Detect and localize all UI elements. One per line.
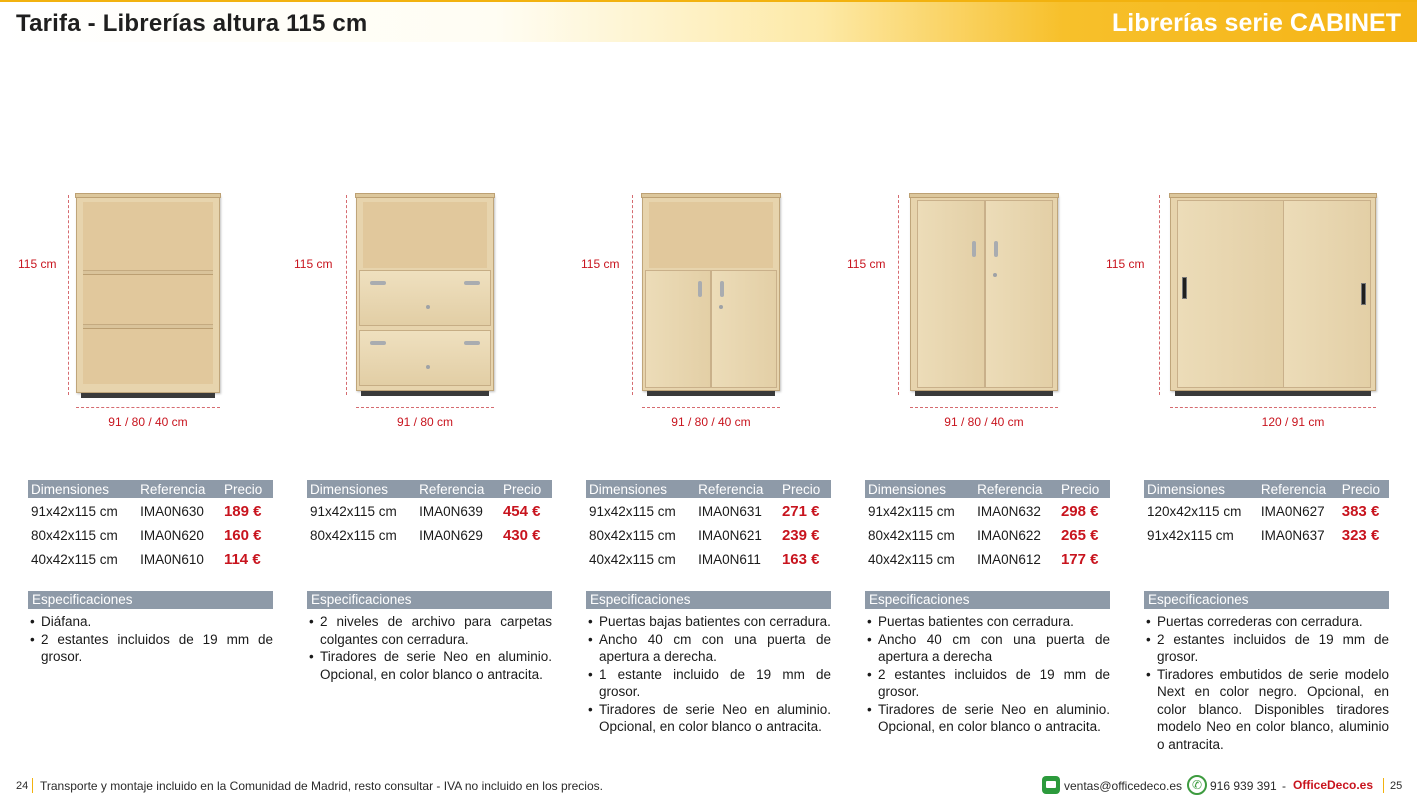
footer-divider — [1383, 778, 1384, 793]
height-dimension-line — [1159, 195, 1160, 395]
product-column-2 — [280, 0, 560, 760]
price: 114 € — [223, 550, 261, 568]
column-header: Referencia — [974, 480, 1058, 498]
footer-divider — [32, 778, 33, 793]
spec-item: • Puertas bajas batientes con cerradura. — [586, 613, 831, 631]
product-illustration — [280, 185, 560, 435]
height-dimension-line — [898, 195, 899, 395]
width-dimension: 91 / 80 / 40 cm — [108, 415, 188, 429]
width-dimension-line — [76, 407, 220, 408]
specs-heading: Especificaciones — [307, 591, 552, 609]
product-illustration — [560, 185, 840, 435]
column-header: Dimensiones — [307, 480, 416, 498]
price-table — [865, 480, 1110, 570]
table-row: 120x42x115 cm IMA0N627 383 € — [1144, 498, 1389, 522]
spec-item: • Diáfana. — [28, 613, 273, 631]
price-table — [586, 480, 831, 570]
height-dimension-line — [346, 195, 347, 395]
page-title: Tarifa - Librerías altura 115 cm — [16, 10, 368, 37]
spec-item: • Tiradores de serie Neo en aluminio. Opcional, en color blanco o antracita. — [307, 648, 552, 683]
price-table — [1144, 480, 1389, 546]
column-header: Referencia — [695, 480, 779, 498]
width-dimension-line — [642, 407, 780, 408]
column-header: Referencia — [416, 480, 500, 498]
phone-icon: ✆ — [1187, 775, 1207, 795]
width-dimension: 120 / 91 cm — [1261, 415, 1325, 429]
width-dimension-line — [356, 407, 494, 408]
price: 383 € — [1341, 502, 1380, 520]
brand-link[interactable]: OfficeDeco.es — [1293, 778, 1374, 792]
table-row: 91x42x115 cm IMA0N631 271 € — [586, 498, 831, 522]
table-row: 80x42x115 cm IMA0N629 430 € — [307, 522, 552, 546]
column-header: Precio — [779, 480, 831, 498]
product-column-4 — [840, 0, 1120, 760]
height-dimension-line — [632, 195, 633, 395]
spec-item: • 1 estante incluido de 19 mm de grosor. — [586, 666, 831, 701]
specs-heading: Especificaciones — [865, 591, 1110, 609]
column-header: Precio — [1339, 480, 1389, 498]
height-dimension: 115 cm — [847, 257, 886, 271]
product-illustration — [0, 185, 280, 435]
table-row: 91x42x115 cm IMA0N639 454 € — [307, 498, 552, 522]
page-footer — [0, 772, 1417, 800]
column-header: Dimensiones — [1144, 480, 1258, 498]
price: 454 € — [502, 502, 541, 520]
column-header: Precio — [1058, 480, 1110, 498]
specs-heading: Especificaciones — [1144, 591, 1389, 609]
spec-item: • Puertas correderas con cerradura. — [1144, 613, 1389, 631]
width-dimension-line — [1170, 407, 1376, 408]
specs-list — [1144, 613, 1389, 753]
height-dimension: 115 cm — [1106, 257, 1145, 271]
width-dimension-line — [910, 407, 1058, 408]
spec-item: • Tiradores de serie Neo en aluminio. Opcional, en color blanco o antracita. — [865, 701, 1110, 736]
column-header: Dimensiones — [28, 480, 137, 498]
product-column-1 — [0, 0, 280, 760]
height-dimension-line — [68, 195, 69, 395]
spec-item: • 2 estantes incluidos de 19 mm de grosor. — [1144, 631, 1389, 666]
price: 177 € — [1060, 550, 1099, 568]
product-column-3 — [560, 0, 840, 760]
filing-cabinet-image — [356, 195, 494, 391]
phone-number[interactable]: 916 939 391 — [1210, 779, 1277, 793]
low-door-cabinet-image — [642, 195, 780, 391]
specs-heading: Especificaciones — [28, 591, 273, 609]
email-icon — [1042, 776, 1060, 794]
footer-dash: - — [1282, 779, 1286, 793]
height-dimension: 115 cm — [294, 257, 333, 271]
column-header: Referencia — [1258, 480, 1339, 498]
spec-item: • Ancho 40 cm con una puerta de apertura a derecha — [865, 631, 1110, 666]
column-header: Referencia — [137, 480, 221, 498]
column-header: Precio — [500, 480, 552, 498]
price: 430 € — [502, 526, 541, 544]
column-header: Dimensiones — [865, 480, 974, 498]
price: 323 € — [1341, 526, 1380, 544]
product-illustration — [1106, 185, 1417, 435]
specs-list — [28, 613, 273, 666]
specs-list — [307, 613, 552, 683]
table-row: 91x42x115 cm IMA0N637 323 € — [1144, 522, 1389, 546]
spec-item: • 2 estantes incluidos de 19 mm de grosor. — [28, 631, 273, 666]
price: 160 € — [223, 526, 262, 544]
specs-heading: Especificaciones — [586, 591, 831, 609]
height-dimension: 115 cm — [18, 257, 57, 271]
series-title: Librerías serie CABINET — [1112, 9, 1401, 37]
specs-list — [865, 613, 1110, 736]
price-table — [28, 480, 273, 570]
page-number-right: 25 — [1390, 780, 1403, 792]
price: 298 € — [1060, 502, 1099, 520]
email-link[interactable]: ventas@officedeco.es — [1064, 779, 1183, 793]
specs-list — [586, 613, 831, 736]
width-dimension: 91 / 80 / 40 cm — [671, 415, 751, 429]
column-header: Precio — [221, 480, 273, 498]
table-row: 80x42x115 cm IMA0N621 239 € — [586, 522, 831, 546]
column-header: Dimensiones — [586, 480, 695, 498]
table-row: 40x42x115 cm IMA0N612 177 € — [865, 546, 1110, 570]
sliding-door-cabinet-image — [1170, 195, 1376, 391]
page-number-left: 24 — [16, 780, 29, 792]
price: 271 € — [781, 502, 820, 520]
width-dimension: 91 / 80 cm — [396, 415, 454, 429]
price: 265 € — [1060, 526, 1099, 544]
spec-item: • 2 estantes incluidos de 19 mm de grosor. — [865, 666, 1110, 701]
table-row: 40x42x115 cm IMA0N611 163 € — [586, 546, 831, 570]
footer-note: Transporte y montaje incluido en la Comunidad de Madrid, resto consultar - IVA no incluido en los precios. — [40, 779, 603, 793]
spec-item: • Tiradores embutidos de serie modelo Next en color negro. Opcional, en color blanco. Disponibles tiradores modelo Neo en color blanco, aluminio o antracita. — [1144, 666, 1389, 754]
table-row: 80x42x115 cm IMA0N620 160 € — [28, 522, 273, 546]
table-row: 91x42x115 cm IMA0N632 298 € — [865, 498, 1110, 522]
height-dimension: 115 cm — [581, 257, 620, 271]
product-illustration — [840, 185, 1120, 435]
spec-item: • 2 niveles de archivo para carpetas colgantes con cerradura. — [307, 613, 552, 648]
table-row: 91x42x115 cm IMA0N630 189 € — [28, 498, 273, 522]
spec-item: • Tiradores de serie Neo en aluminio. Opcional, en color blanco o antracita. — [586, 701, 831, 736]
product-column-5 — [1106, 0, 1417, 760]
price-table — [307, 480, 552, 546]
price: 163 € — [781, 550, 820, 568]
price: 239 € — [781, 526, 820, 544]
full-door-cabinet-image — [910, 195, 1058, 391]
spec-item: • Ancho 40 cm con una puerta de apertura a derecha. — [586, 631, 831, 666]
price: 189 € — [223, 502, 262, 520]
table-row: 80x42x115 cm IMA0N622 265 € — [865, 522, 1110, 546]
width-dimension: 91 / 80 / 40 cm — [944, 415, 1024, 429]
spec-item: • Puertas batientes con cerradura. — [865, 613, 1110, 631]
open-bookcase-image — [76, 195, 220, 393]
table-row: 40x42x115 cm IMA0N610 114 € — [28, 546, 273, 570]
